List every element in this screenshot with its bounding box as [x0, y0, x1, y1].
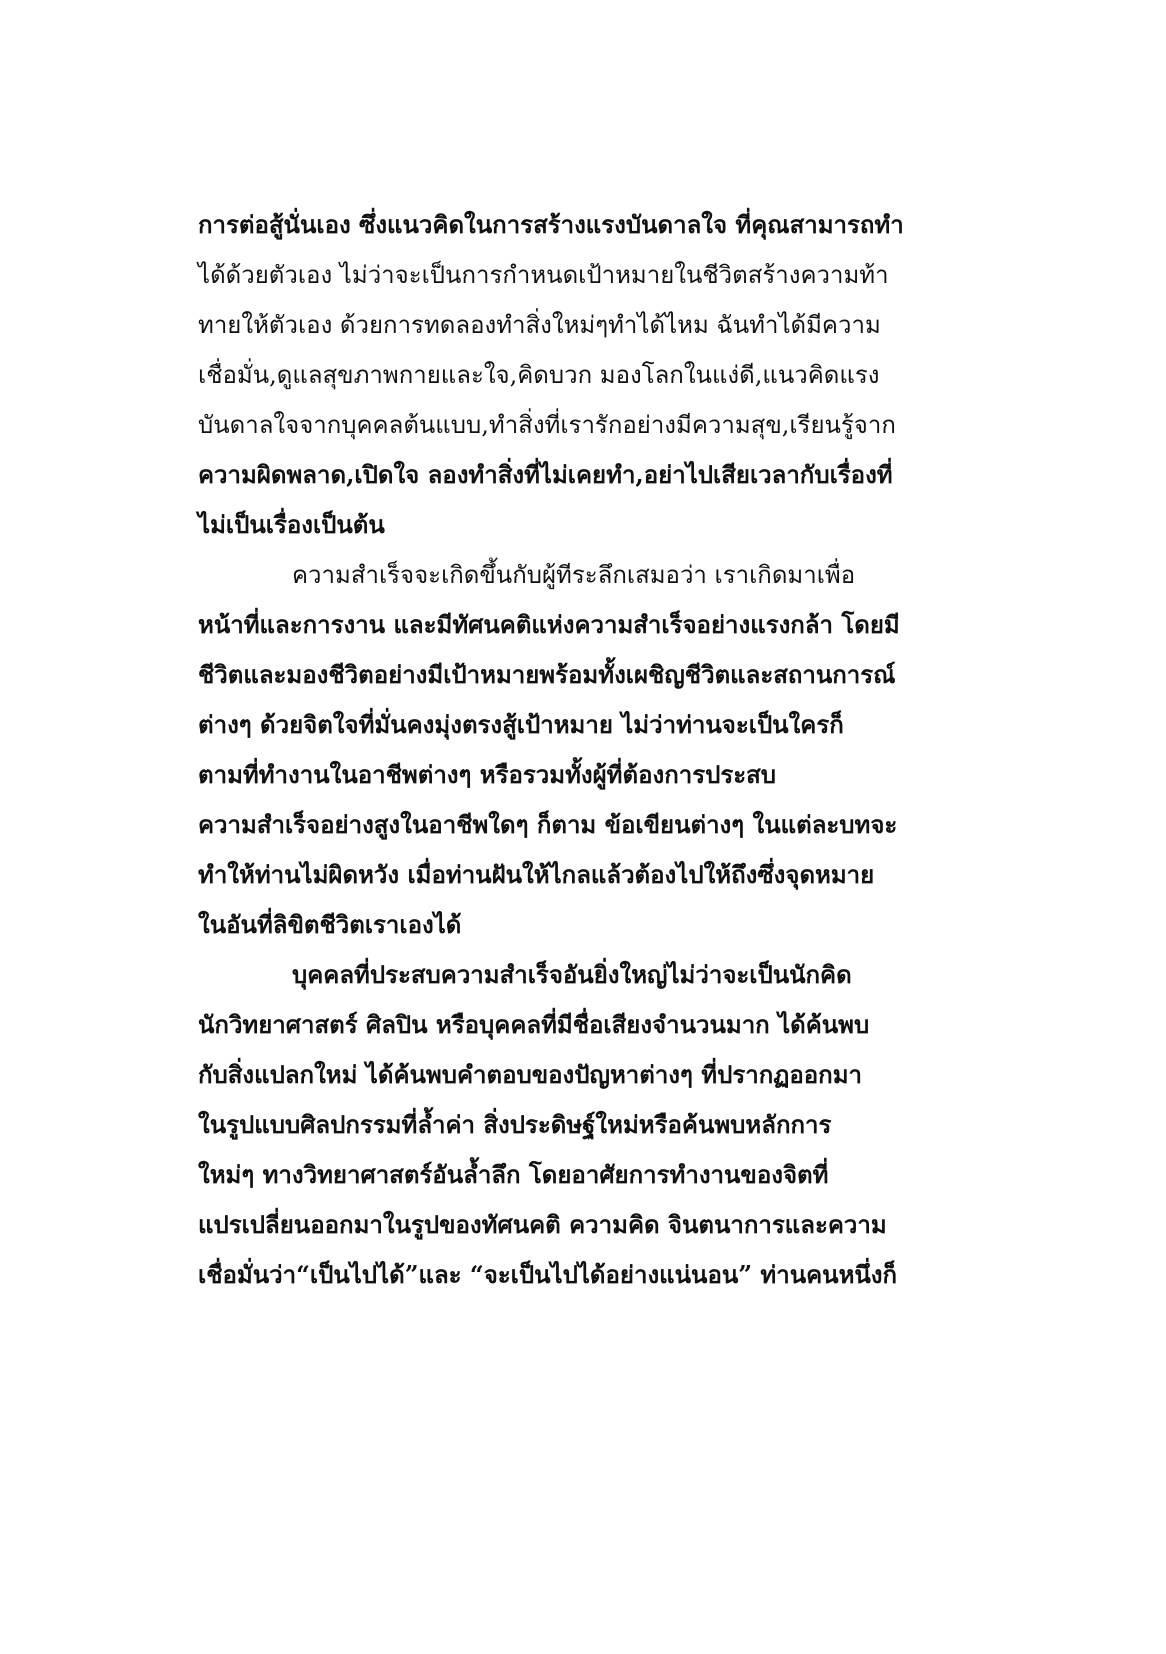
text-line: การต่อสู้นั่นเอง ซึ่งแนวคิดในการสร้างแรงบันดาลใจ ที่คุณสามารถทำ	[198, 210, 904, 239]
text-line: ความสำเร็จจะเกิดขึ้นกับผู้ทีระลึกเสมอว่า เราเกิดมาเพื่อ	[292, 561, 856, 589]
text-line: ชีวิตและมองชีวิตอย่างมีเป้าหมายพร้อมทั้งเผชิญชีวิตและสถานการณ์	[198, 660, 896, 689]
text-line: เชื่อมั่น,ดูแลสุขภาพกายและใจ,คิดบวก มองโลกในแง่ดี,แนวคิดแรง	[198, 361, 880, 389]
text-line: ความผิดพลาด,เปิดใจ ลองทำสิ่งที่ไม่เคยทำ,อย่าไปเสียเวลากับเรื่องที่	[198, 460, 893, 489]
text-line: ในอันที่ลิขิตชีวิตเราเองได้	[198, 910, 462, 939]
text-line: แปรเปลี่ยนออกมาในรูปของทัศนคติ ความคิด จินตนาการและความ	[198, 1210, 887, 1239]
text-line: ทายให้ตัวเอง ด้วยการทดลองทำสิ่งใหม่ๆทำได้ไหม ฉันทำได้มีความ	[198, 311, 881, 339]
text-line: ทำให้ท่านไม่ผิดหวัง เมื่อท่านฝันให้ไกลแล้วต้องไปให้ถึงซึ่งจุดหมาย	[198, 860, 875, 889]
text-line: หน้าที่และการงาน และมีทัศนคติแห่งความสำเร็จอย่างแรงกล้า โดยมี	[198, 610, 900, 639]
text-line: ต่างๆ ด้วยจิตใจที่มั่นคงมุ่งตรงสู้เป้าหมาย ไม่ว่าท่านจะเป็นใครก็	[198, 710, 844, 739]
text-line: บุคคลที่ประสบความสำเร็จอันยิ่งใหญ่ไม่ว่าจะเป็นนักคิด	[292, 960, 852, 989]
text-line: ความสำเร็จอย่างสูงในอาชีพใดๆ ก็ตาม ข้อเขียนต่างๆ ในแต่ละบทจะ	[198, 810, 898, 839]
text-line: ตามที่ทำงานในอาชีพต่างๆ หรือรวมทั้งผู้ที่ต้องการประสบ	[198, 760, 777, 789]
paragraph-3	[198, 950, 978, 1300]
body-text	[198, 200, 978, 1300]
paragraph-2	[198, 550, 978, 950]
text-line: ในรูปแบบศิลปกรรมที่ล้ำค่า สิ่งประดิษฐ์ใหม่หรือค้นพบหลักการ	[198, 1110, 832, 1139]
text-line: ไม่เป็นเรื่องเป็นต้น	[198, 510, 385, 539]
text-line: ได้ด้วยตัวเอง ไม่ว่าจะเป็นการกำหนดเป้าหมายในชีวิตสร้างความท้า	[198, 261, 889, 289]
text-line: ใหม่ๆ ทางวิทยาศาสตร์อันล้ำลึก โดยอาศัยการทำงานของจิตที่	[198, 1160, 829, 1189]
paragraph-1	[198, 200, 978, 550]
text-line: บันดาลใจจากบุคคลต้นแบบ,ทำสิ่งที่เรารักอย่างมีความสุข,เรียนรู้จาก	[198, 411, 896, 439]
text-line: เชื่อมั่นว่า“เป็นไปได้”และ “จะเป็นไปได้อย่างแน่นอน” ท่านคนหนึ่งก็	[198, 1260, 898, 1289]
text-line: กับสิ่งแปลกใหม่ ได้ค้นพบคำตอบของปัญหาต่างๆ ที่ปรากฏออกมา	[198, 1060, 862, 1089]
text-line: นักวิทยาศาสตร์ ศิลปิน หรือบุคคลที่มีชื่อเสียงจำนวนมาก ได้ค้นพบ	[198, 1010, 870, 1039]
